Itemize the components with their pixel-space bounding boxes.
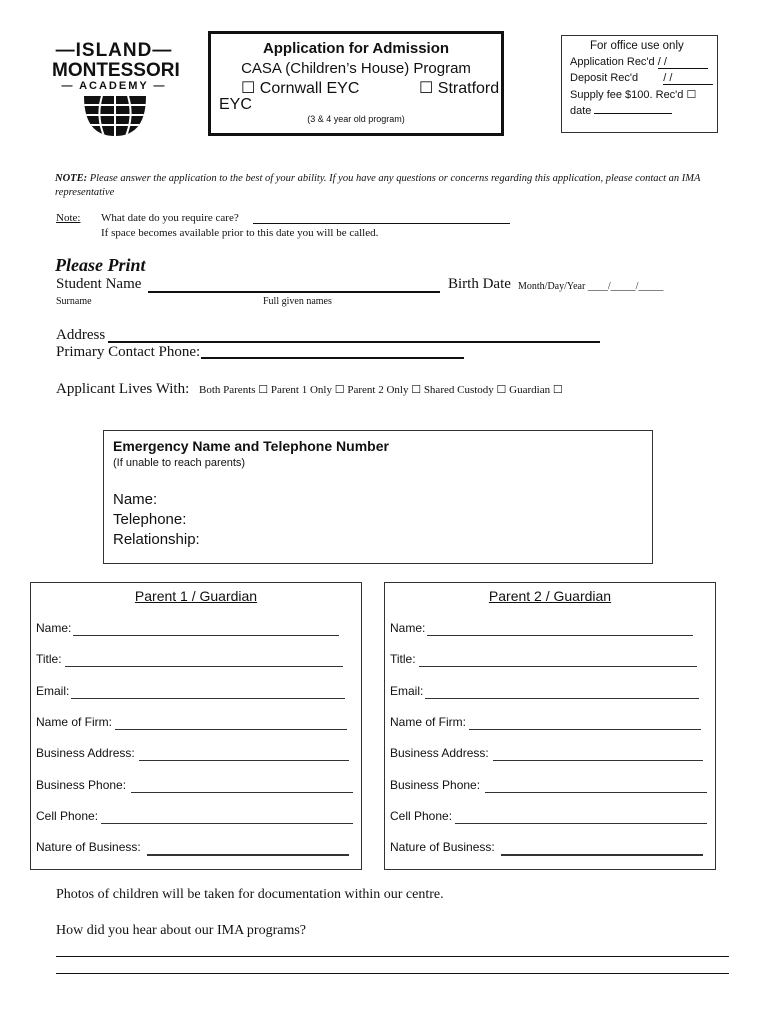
parent2-firm-field[interactable] bbox=[469, 729, 701, 730]
stratford-eyc-label: EYC bbox=[219, 96, 252, 113]
supply-fee-date-field[interactable] bbox=[570, 103, 672, 117]
office-use-box bbox=[561, 35, 718, 133]
care-date-question: What date do you require care? bbox=[101, 212, 239, 224]
parent1-name-label: Name: bbox=[36, 621, 72, 635]
parent1-box bbox=[30, 582, 362, 870]
application-received-field[interactable] bbox=[570, 56, 708, 69]
emergency-subtitle: (If unable to reach parents) bbox=[113, 457, 246, 469]
parent1-business-phone-field[interactable] bbox=[131, 792, 353, 793]
parent2-name-label: Name: bbox=[390, 621, 426, 635]
surname-caption: Surname bbox=[56, 296, 92, 307]
office-use-heading: For office use only bbox=[590, 40, 684, 52]
emergency-relationship-field[interactable]: Relationship: bbox=[113, 531, 200, 548]
given-names-caption: Full given names bbox=[263, 296, 332, 307]
parent1-firm-label: Name of Firm: bbox=[36, 715, 113, 729]
island-montessori-logo bbox=[52, 40, 182, 136]
deposit-received-field[interactable] bbox=[570, 72, 713, 85]
note-label: NOTE: bbox=[55, 173, 88, 184]
logo-line-island: —ISLAND— bbox=[55, 40, 173, 61]
parent1-nature-field[interactable] bbox=[147, 854, 349, 856]
parent2-email-field[interactable] bbox=[425, 698, 699, 699]
note-paragraph bbox=[55, 172, 725, 200]
parent1-cell-phone-label: Cell Phone: bbox=[36, 809, 99, 823]
student-name-field[interactable] bbox=[148, 291, 440, 293]
emergency-name-field[interactable]: Name: bbox=[113, 491, 158, 508]
parent1-business-phone-label: Business Phone: bbox=[36, 778, 127, 792]
parent1-firm-field[interactable] bbox=[115, 729, 347, 730]
parent2-cell-phone-label: Cell Phone: bbox=[390, 809, 453, 823]
hear-about-question: How did you hear about our IMA programs? bbox=[56, 923, 307, 938]
emergency-telephone-field[interactable]: Telephone: bbox=[113, 511, 187, 528]
emergency-contact-box bbox=[103, 430, 653, 564]
parent2-box bbox=[384, 582, 716, 870]
parent1-email-field[interactable] bbox=[71, 698, 345, 699]
globe-icon bbox=[82, 96, 148, 136]
parent1-title-label: Title: bbox=[36, 652, 62, 666]
parent2-nature-label: Nature of Business: bbox=[390, 840, 495, 854]
logo-line-academy: — ACADEMY — bbox=[61, 80, 167, 92]
parent2-email-label: Email: bbox=[390, 684, 424, 698]
application-received-label: Application Rec'd bbox=[570, 56, 655, 68]
hear-about-answer-line-2[interactable] bbox=[56, 973, 729, 974]
lives-with-checkboxes[interactable]: Both Parents ☐ Parent 1 Only ☐ Parent 2 Only ☐ Shared Custody ☐ Guardian ☐ bbox=[199, 384, 563, 396]
lives-with-label: Applicant Lives With: bbox=[56, 381, 190, 397]
application-title-box bbox=[208, 31, 504, 136]
photos-notice: Photos of children will be taken for documentation within our centre. bbox=[56, 887, 444, 902]
age-program-note: (3 & 4 year old program) bbox=[307, 114, 405, 124]
parent2-cell-phone-field[interactable] bbox=[455, 823, 707, 824]
cornwall-eyc-checkbox[interactable]: ☐ Cornwall EYC bbox=[241, 80, 360, 97]
supply-fee-checkbox[interactable]: Supply fee $100. Rec'd ☐ bbox=[570, 89, 697, 101]
application-received-line: / / bbox=[658, 56, 708, 69]
parent1-title-field[interactable] bbox=[65, 666, 343, 667]
supply-fee-date-label: date bbox=[570, 105, 592, 117]
parent1-cell-phone-field[interactable] bbox=[101, 823, 353, 824]
parent2-title-label: Title: bbox=[390, 652, 416, 666]
please-print-heading: Please Print bbox=[55, 255, 146, 275]
parent1-business-address-label: Business Address: bbox=[36, 746, 135, 760]
parent2-business-phone-field[interactable] bbox=[485, 792, 707, 793]
emergency-title: Emergency Name and Telephone Number bbox=[113, 438, 389, 454]
primary-phone-field[interactable] bbox=[201, 357, 464, 359]
parent2-name-field[interactable] bbox=[427, 635, 693, 636]
supply-fee-date-line bbox=[594, 103, 672, 114]
note2-label: Note: bbox=[56, 212, 81, 224]
parent2-business-address-label: Business Address: bbox=[390, 746, 489, 760]
parent2-business-address-field[interactable] bbox=[493, 760, 703, 761]
deposit-received-line: / / bbox=[663, 72, 713, 85]
care-date-field[interactable] bbox=[253, 223, 510, 224]
parent2-nature-field[interactable] bbox=[501, 854, 703, 856]
logo-line-montessori: MONTESSORI bbox=[52, 60, 180, 81]
address-label: Address bbox=[56, 327, 106, 343]
parent1-email-label: Email: bbox=[36, 684, 70, 698]
primary-phone-label: Primary Contact Phone: bbox=[56, 344, 201, 360]
care-date-subnote: If space becomes available prior to this date you will be called. bbox=[101, 227, 379, 239]
deposit-received-label: Deposit Rec'd bbox=[570, 72, 639, 84]
parent1-heading: Parent 1 / Guardian bbox=[134, 588, 258, 604]
parent2-heading: Parent 2 / Guardian bbox=[488, 588, 612, 604]
birth-date-field[interactable]: Month/Day/Year ____/_____/_____ bbox=[518, 281, 664, 292]
parent2-title-field[interactable] bbox=[419, 666, 697, 667]
parent1-nature-label: Nature of Business: bbox=[36, 840, 141, 854]
note-text: Please answer the application to the best of your ability. If you have any questions or concerns regarding this application, please contact an IMA representative bbox=[55, 173, 701, 198]
program-name: CASA (Children’s House) Program bbox=[241, 60, 471, 77]
application-title: Application for Admission bbox=[262, 40, 450, 57]
birth-date-label: Birth Date bbox=[448, 276, 511, 292]
parent1-name-field[interactable] bbox=[73, 635, 339, 636]
parent2-business-phone-label: Business Phone: bbox=[390, 778, 481, 792]
student-name-label: Student Name bbox=[56, 276, 142, 292]
address-field[interactable] bbox=[108, 341, 600, 343]
hear-about-answer-line-1[interactable] bbox=[56, 956, 729, 957]
stratford-checkbox[interactable]: ☐ Stratford bbox=[419, 80, 500, 97]
parent2-firm-label: Name of Firm: bbox=[390, 715, 467, 729]
parent1-business-address-field[interactable] bbox=[139, 760, 349, 761]
